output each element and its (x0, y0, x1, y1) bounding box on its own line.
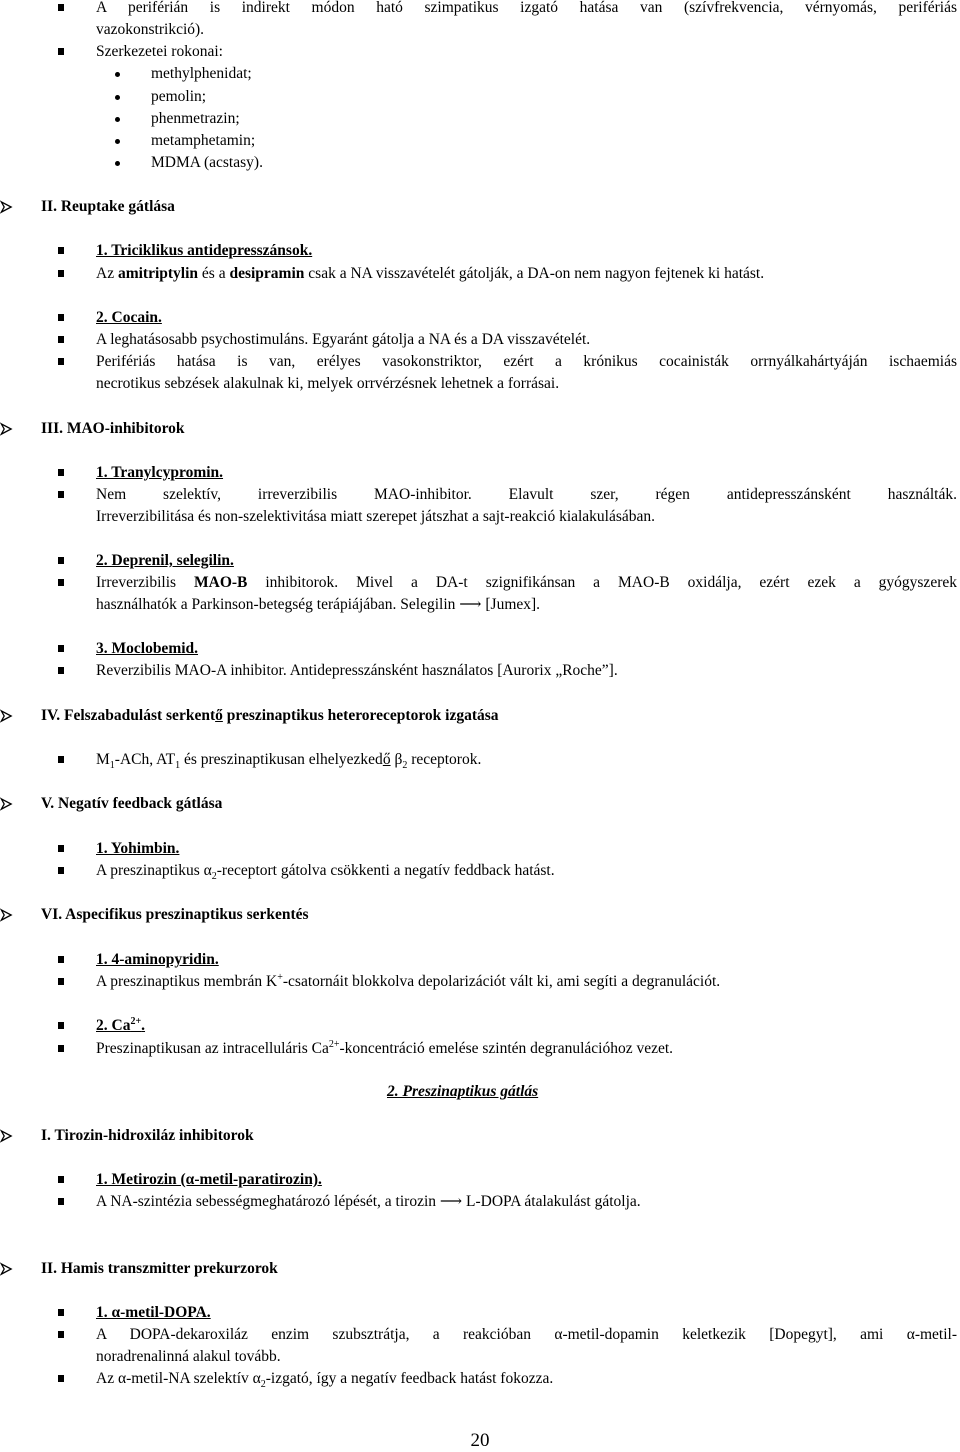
item-title: 1. Yohimbin. (96, 840, 180, 857)
item-title: 1. Triciklikus antidepresszánsok. (96, 242, 313, 259)
square-bullet-icon (58, 1309, 64, 1316)
arrow-right-icon: ⟶ (459, 596, 482, 613)
arrow-bullet-icon (0, 1262, 13, 1276)
arrow-bullet-icon (0, 200, 13, 214)
square-bullet-icon (58, 314, 64, 321)
item-title: 2. $Ca^{2+}$. (96, 1015, 146, 1034)
square-bullet-icon (58, 358, 64, 365)
item-title: 2. Cocain. (96, 309, 162, 326)
arrow-bullet-icon (0, 422, 13, 436)
page-number: 20 (470, 1430, 490, 1451)
square-bullet-icon (58, 579, 64, 586)
square-bullet-icon (58, 978, 64, 985)
square-bullet-icon (58, 956, 64, 963)
round-bullet-icon (115, 139, 120, 144)
square-bullet-icon (58, 1198, 64, 1205)
square-bullet-icon (58, 336, 64, 343)
arrow-right-icon: ⟶ (439, 1193, 463, 1210)
square-bullet-icon (58, 1375, 64, 1382)
square-bullet-icon (58, 1331, 64, 1338)
square-bullet-icon (58, 1045, 64, 1052)
item-title: 2. Deprenil, selegilin. (96, 552, 234, 569)
item-title: 1. 4-aminopyridin. (96, 951, 219, 968)
arrow-bullet-icon (0, 1129, 13, 1143)
square-bullet-icon (58, 845, 64, 852)
item-title: 1. Metirozin (α-metil-paratirozin). (96, 1171, 322, 1188)
round-bullet-icon (115, 117, 120, 122)
item-title: 1. Tranylcypromin. (96, 464, 224, 481)
square-bullet-icon (58, 645, 64, 652)
item-title: 1. α-metil-DOPA. (96, 1304, 211, 1321)
square-bullet-icon (58, 48, 64, 55)
square-bullet-icon (58, 491, 64, 498)
square-bullet-icon (58, 667, 64, 674)
square-bullet-icon (58, 867, 64, 874)
item-title: 3. Moclobemid. (96, 640, 199, 657)
square-bullet-icon (58, 1176, 64, 1183)
round-bullet-icon (115, 161, 120, 166)
arrow-bullet-icon (0, 709, 13, 723)
document-page: A periférián is indirekt módon ható szimpatikus izgató hatása van (szívfrekvencia, vérnyomás, perifériás vazokonstrikció). Szerkezetei rokonai: methylphenidat; pemolin; phenmetrazin; metamphetamin; MDMA (acstasy). II. Reuptake gátlása 1. Triciklikus antidepresszánsok. Az amitriptylin és a desipramin csak a NA visszavételét gátolják, a DA-on nem nagyon fejtenek ki hatást. 2. Cocain. A leghatásosabb psychostimuláns. Egyaránt gátolja a NA és a DA visszavételét. Perifériás hatása is van, erélyes vasokonstriktor, ezért a krónikus cocainisták orrnyálkahártyáján ischaemiás necrotikus sebzések alakulnak ki, melyek orrvérzésnek lehetnek a forrásai. III. MAO-inhibitorok 1. Tranylcypromin. Nem szelektív, irreverzibilis MAO-inhibitor. Elavult szer, régen antidepresszánsként használták. Irreverzibilitása és non-szelektivitása miatt szerepet játszhat a sajt-reakció kialakulásában. 2. Deprenil, selegilin. Irreverzibilis MAO-B inhibitorok. Mivel a DA-t szignifikánsan a MAO-B oxidálja, ezért ezek a gyógyszerek használhatók a Parkinson-betegség terápiájában. Selegilin ⟶ [Jumex]. 3. Moclobemid. Reverzibilis MAO-A inhibitor. Antidepresszánsként használatos [Aurorix „Roche”]. IV. Felszabadulást serkentő preszinaptikus heteroreceptorok izgatása $M_1$-ACh, $AT_1$ és preszinaptikusan elhelyezkedő $\beta_2$ receptorok. V. Negatív feedback gátlása 1. Yohimbin. A preszinaptikus $\alpha_2$-receptort gátolva csökkenti a negatív feddback hatást. VI. Aspecifikus preszinaptikus serkentés 1. 4-aminopyridin. A preszinaptikus membrán K+-csatornáit blokkolva depolarizációt vált ki, ami segíti a degranulációt. 2. $Ca^{2+}$. Preszinaptikusan az intracelluláris $Ca^{2+}$-koncentráció emelése szintén degranulációhoz vezet. 2. Preszinaptikus gátlás I. Tirozin-hidroxiláz inhibitorok 1. Metirozin (α-metil-paratirozin). A NA-szintézia sebességmeghatározó lépését, a tirozin ⟶ L-DOPA átalakulást gátolja. II. Hamis transzmitter prekurzorok 1. α-metil-DOPA. A DOPA-dekaroxiláz enzim szubsztrátja, a reakcióban α-metil-dopamin keletkezik [Dopegyt], ami α-metil- noradrenalinná alakul tovább. Az α-metil-NA szelektív $\alpha_2$-izgató, így a negatív feedback hatást fokozza. 20 (0, 0, 960, 1451)
arrow-bullet-icon (0, 908, 13, 922)
square-bullet-icon (58, 756, 64, 763)
arrow-bullet-icon (0, 797, 13, 811)
square-bullet-icon (58, 557, 64, 564)
square-bullet-icon (58, 469, 64, 476)
paragraph-line: A periférián is indirekt módon ható szimpatikus izgató hatása van (szívfrekvencia, vérnyomás, perifériás (96, 0, 957, 16)
square-bullet-icon (58, 270, 64, 277)
round-bullet-icon (115, 95, 120, 100)
round-bullet-icon (115, 72, 120, 77)
square-bullet-icon (58, 4, 64, 11)
square-bullet-icon (58, 1022, 64, 1029)
square-bullet-icon (58, 247, 64, 254)
